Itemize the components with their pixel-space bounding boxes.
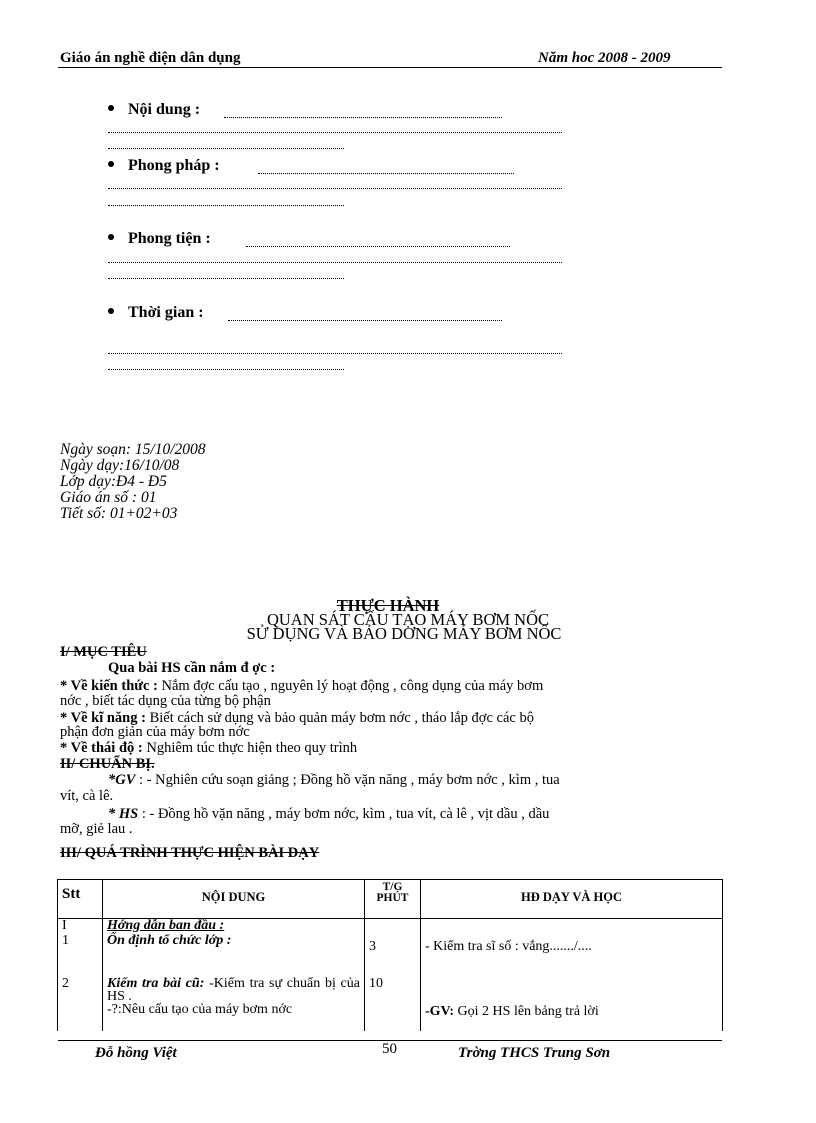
footer-author: Đỗ hồng Việt bbox=[95, 1045, 177, 1061]
prep-student-cont: mỡ, giẻ lau . bbox=[60, 821, 133, 837]
cell-stt: 1 bbox=[58, 933, 103, 977]
meta-class: Lớp dạy:Đ4 - Đ5 bbox=[60, 473, 167, 490]
fill-line bbox=[258, 173, 514, 174]
fill-line bbox=[108, 148, 344, 149]
objectives-intro: Qua bài HS cần nắm đ ợc : bbox=[108, 660, 276, 676]
table-row bbox=[58, 977, 723, 1003]
plan-item-means: Phong tiện : bbox=[108, 230, 211, 248]
cell-time: 10 bbox=[365, 977, 421, 1003]
meta-date-prepared: Ngày soạn: 15/10/2008 bbox=[60, 441, 206, 458]
fill-line bbox=[224, 117, 502, 118]
bullet-icon bbox=[108, 161, 114, 167]
header-left: Giáo án nghề điện dân dụng bbox=[60, 50, 241, 66]
bullet-icon bbox=[108, 308, 114, 314]
meta-lesson-plan-number: Giáo án số : 01 bbox=[60, 489, 157, 506]
plan-item-method: Phong pháp : bbox=[108, 157, 220, 175]
cell-stt: 2 bbox=[58, 977, 103, 1003]
fill-line bbox=[108, 353, 562, 354]
header-right: Năm hoc 2008 - 2009 bbox=[538, 50, 671, 66]
cell-content: Hớng dẫn ban đầu : bbox=[103, 919, 365, 934]
col-header-content: NỘI DUNG bbox=[103, 880, 365, 919]
page-number: 50 bbox=[382, 1041, 397, 1057]
fill-line bbox=[228, 320, 502, 321]
fill-line bbox=[108, 132, 562, 133]
objective-skill: * Về kĩ năng : Biết cách sử dụng và bảo quản máy bơm nớc , tháo lắp đợc các bộ bbox=[60, 710, 534, 726]
bullet-icon bbox=[108, 234, 114, 240]
section-objectives-heading: I/ MỤC TIÊU bbox=[60, 644, 147, 660]
col-header-stt: Stt bbox=[58, 880, 103, 919]
fill-line bbox=[108, 188, 562, 189]
fill-line bbox=[108, 262, 562, 263]
cell-activity: -GV: Gọi 2 HS lên bảng trả lời bbox=[421, 1003, 723, 1031]
title-practice: THỰC HÀNH bbox=[336, 596, 440, 615]
prep-student: * HS : - Đồng hồ vặn năng , máy bơm nớc, kìm , tua vít, cà lê , vịt dầu , dầu bbox=[108, 806, 550, 822]
table-header-row bbox=[58, 880, 723, 919]
table-row bbox=[58, 919, 723, 934]
cell-time: 3 bbox=[365, 933, 421, 977]
objective-knowledge: * Về kiến thức : Nắm đợc cấu tạo , nguyên lý hoạt động , công dụng của máy bơm bbox=[60, 678, 544, 694]
cell-activity: - Kiểm tra sĩ số : vắng......./.... bbox=[421, 933, 723, 977]
cell-content: Kiểm tra bài cũ: -Kiểm tra sự chuẩn bị của HS . bbox=[103, 977, 365, 1003]
prep-teacher: *GV : - Nghiên cứu soạn giảng ; Đồng hồ vặn năng , máy bơm nớc , kìm , tua bbox=[108, 772, 560, 788]
objective-skill-cont: phận đơn giản của máy bơm nớc bbox=[60, 724, 250, 740]
cell-content: Ổn định tổ chức lớp : bbox=[103, 933, 365, 977]
objective-knowledge-cont: nớc , biết tác dụng của từng bộ phận bbox=[60, 693, 271, 709]
col-header-activity: HĐ DẠY VÀ HỌC bbox=[421, 880, 723, 919]
lesson-table bbox=[57, 879, 723, 1031]
col-header-time: T/G PHÚT bbox=[365, 880, 421, 919]
cell-content: -?:Nêu cấu tạo của máy bơm nớc bbox=[103, 1003, 365, 1031]
plan-item-time: Thời gian : bbox=[108, 304, 204, 322]
bullet-icon bbox=[108, 105, 114, 111]
fill-line bbox=[108, 278, 344, 279]
prep-teacher-cont: vít, cà lê. bbox=[60, 788, 114, 804]
section-preparation-heading: II/ CHUẨN BỊ. bbox=[60, 756, 155, 772]
meta-date-taught: Ngày dạy:16/10/08 bbox=[60, 457, 180, 474]
plan-item-content: Nội dung : bbox=[108, 101, 200, 119]
header-rule bbox=[58, 67, 722, 68]
footer-school: Trờng THCS Trung Sơn bbox=[458, 1045, 611, 1061]
table-row bbox=[58, 1003, 723, 1031]
objective-attitude: * Về thái độ : Nghiêm túc thực hiện theo quy trình bbox=[60, 740, 358, 756]
fill-line bbox=[108, 205, 344, 206]
title-line-observe: QUAN SÁT CẤU TẠO MÁY BƠM NỐC bbox=[266, 610, 550, 629]
section-process-heading: III/ QUÁ TRÌNH THỰC HIỆN BÀI DẠY bbox=[60, 845, 320, 861]
cell-stt: I bbox=[58, 919, 103, 934]
fill-line bbox=[108, 369, 344, 370]
title-line-use: SỬ DỤNG VÀ BẢO DƠNG MÁY BƠM NỐC bbox=[246, 624, 562, 643]
table-row bbox=[58, 933, 723, 977]
meta-period-number: Tiết số: 01+02+03 bbox=[60, 505, 178, 522]
fill-line bbox=[246, 246, 510, 247]
